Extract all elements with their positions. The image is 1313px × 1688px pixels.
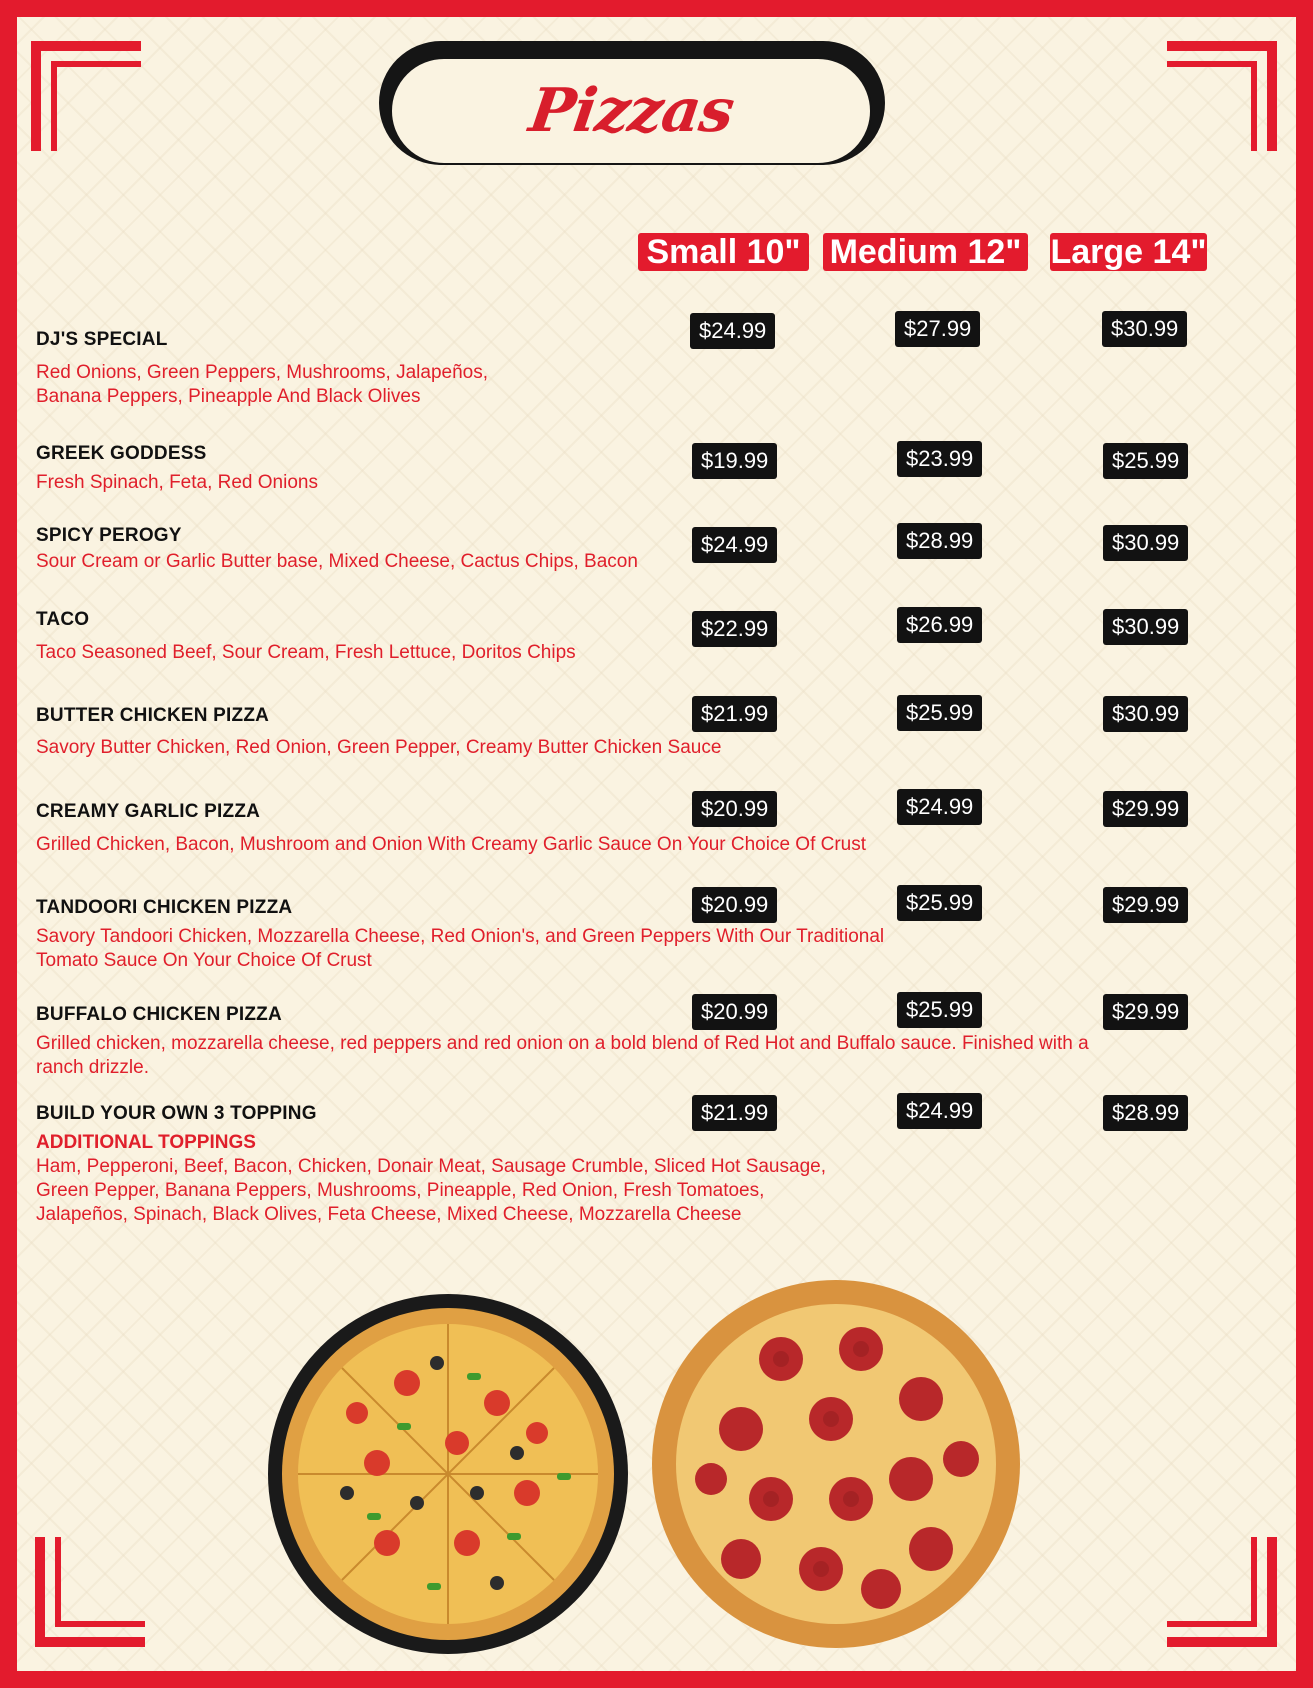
item-name: TANDOORI CHICKEN PIZZA [36,897,293,918]
corner-ornament-bottom-right [1167,1537,1277,1647]
additional-toppings-heading: ADDITIONAL TOPPINGS [36,1132,256,1153]
price-small: $21.99 [692,696,777,732]
corner-ornament-top-left [31,41,141,151]
price-medium: $25.99 [897,992,982,1028]
price-large: $28.99 [1103,1095,1188,1131]
corner-ornament-top-right [1167,41,1277,151]
title-banner [390,57,872,165]
price-medium: $24.99 [897,789,982,825]
item-description: Red Onions, Green Peppers, Mushrooms, Jalapeños, Banana Peppers, Pineapple And Black Olives [36,362,489,407]
price-large: $29.99 [1103,887,1188,923]
corner-ornament-bottom-left [35,1537,145,1647]
item-name: BUFFALO CHICKEN PIZZA [36,1004,282,1025]
price-small: $20.99 [692,887,777,923]
item-name: SPICY PEROGY [36,525,182,546]
price-small: $19.99 [692,443,777,479]
size-header-large: Large 14" [1050,233,1207,271]
price-large: $30.99 [1103,609,1188,645]
price-large: $29.99 [1103,791,1188,827]
price-medium: $27.99 [895,311,980,347]
pepperoni-pizza-image [651,1279,1021,1649]
item-description: Ham, Pepperoni, Beef, Bacon, Chicken, Donair Meat, Sausage Crumble, Sliced Hot Sausage, Green Pepper, Banana Peppers, Mushrooms, Pineapple, Red Onion, Fresh Tomatoes, Jalapeños, Spinach, Black Olives, Feta Cheese, Mixed Cheese, Mozzarella Cheese [36,1156,826,1225]
item-description: Savory Butter Chicken, Red Onion, Green Pepper, Creamy Butter Chicken Sauce [36,737,722,758]
page-title: Pizzas [524,76,738,146]
item-name: BUILD YOUR OWN 3 TOPPING [36,1103,317,1124]
price-large: $25.99 [1103,443,1188,479]
veggie-pizza-image [267,1293,629,1655]
item-description: Fresh Spinach, Feta, Red Onions [36,472,318,493]
price-large: $29.99 [1103,994,1188,1030]
size-header-medium: Medium 12" [823,233,1028,271]
price-small: $22.99 [692,611,777,647]
price-small: $24.99 [690,313,775,349]
item-description: Sour Cream or Garlic Butter base, Mixed Cheese, Cactus Chips, Bacon [36,551,638,572]
price-large: $30.99 [1102,311,1187,347]
item-name: DJ'S SPECIAL [36,329,168,350]
price-medium: $23.99 [897,441,982,477]
item-description: Grilled Chicken, Bacon, Mushroom and Onion With Creamy Garlic Sauce On Your Choice Of Crust [36,834,867,855]
price-small: $21.99 [692,1095,777,1131]
item-description: Savory Tandoori Chicken, Mozzarella Cheese, Red Onion's, and Green Peppers With Our Traditional Tomato Sauce On Your Choice Of Crust [36,926,885,971]
price-small: $20.99 [692,994,777,1030]
price-medium: $24.99 [897,1093,982,1129]
price-medium: $25.99 [897,885,982,921]
price-large: $30.99 [1103,525,1188,561]
item-description: Grilled chicken, mozzarella cheese, red peppers and red onion on a bold blend of Red Hot and Buffalo sauce. Finished with a ranch drizzle. [36,1033,1089,1078]
price-medium: $26.99 [897,607,982,643]
item-name: GREEK GODDESS [36,443,207,464]
menu-page [17,17,1296,1671]
item-description: Taco Seasoned Beef, Sour Cream, Fresh Lettuce, Doritos Chips [36,642,576,663]
price-medium: $28.99 [897,523,982,559]
price-large: $30.99 [1103,696,1188,732]
item-name: TACO [36,609,90,630]
size-header-small: Small 10" [638,233,809,271]
item-name: BUTTER CHICKEN PIZZA [36,705,270,726]
price-small: $24.99 [692,527,777,563]
price-small: $20.99 [692,791,777,827]
item-name: CREAMY GARLIC PIZZA [36,801,261,822]
price-medium: $25.99 [897,695,982,731]
